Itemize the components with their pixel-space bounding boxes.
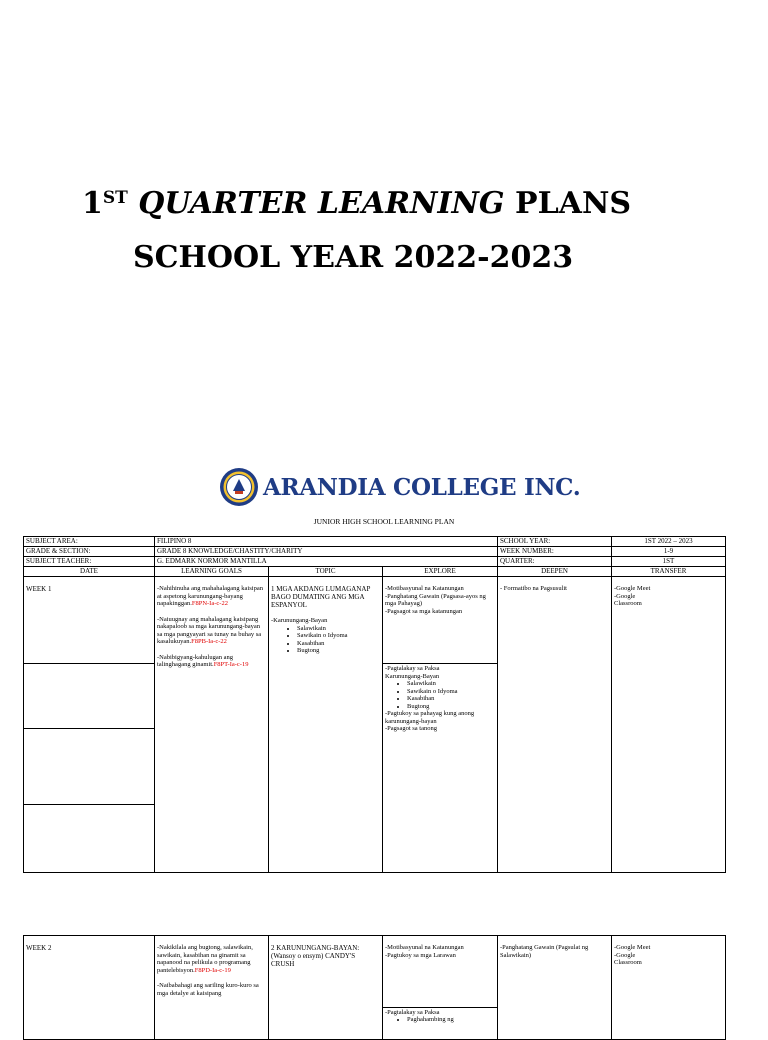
quarter-value: 1ST bbox=[612, 557, 726, 567]
goal-1: -Nahihinuha ang mahahalagang kaisipan at aspetong karunungang-bayang napakinggan.F8PN-Ia-c-22 bbox=[157, 585, 263, 607]
learning-plan-table-week-2 bbox=[23, 935, 726, 1040]
column-header-learning-goals: LEARNING GOALS bbox=[155, 567, 269, 577]
explore-list bbox=[385, 1016, 495, 1024]
competency-code: F8PT-Ia-c-19 bbox=[213, 661, 249, 668]
column-header-date: DATE bbox=[24, 567, 155, 577]
column-header-deepen: DEEPEN bbox=[498, 567, 612, 577]
week-1-topic bbox=[269, 577, 383, 873]
explore-list bbox=[385, 680, 495, 710]
grade-section-value: GRADE 8 KNOWLEDGE/CHASTITY/CHARITY bbox=[155, 547, 498, 557]
list-item: • Bugtong bbox=[407, 703, 495, 711]
explore-line: -Pagtukoy sa mga Larawan bbox=[385, 951, 456, 959]
topic-title: 1 MGA AKDANG LUMAGANAP BAGO DUMATING ANG MGA ESPANYOL bbox=[271, 585, 371, 609]
list-item: • Kasabihan bbox=[297, 640, 380, 648]
transfer-line: -Google bbox=[614, 592, 636, 600]
plan-subtitle: JUNIOR HIGH SCHOOL LEARNING PLAN bbox=[313, 517, 455, 526]
explore-line: -Pagtukoy sa pahayag kung anong karunungang-bayan bbox=[385, 710, 475, 725]
title-ordinal-suffix: ST bbox=[102, 188, 128, 208]
list-item: • Sawikain o Idyoma bbox=[407, 688, 495, 696]
topic-list bbox=[271, 625, 380, 655]
week-1-learning-goals bbox=[155, 577, 269, 873]
transfer-line: -Google Meet bbox=[614, 944, 651, 951]
list-item: • Kasabihan bbox=[407, 695, 495, 703]
teacher-value: G. EDMARK NORMOR MANTILLA bbox=[155, 557, 498, 567]
list-item: • Paghahambing ng bbox=[407, 1016, 495, 1024]
explore-line: -Pagsagot sa mga katanungan bbox=[385, 607, 463, 615]
week-1-date-blank bbox=[24, 805, 155, 873]
week-2-explore-part-1 bbox=[383, 936, 498, 1008]
school-year-value: 1ST 2022 – 2023 bbox=[612, 537, 726, 547]
week-1-deepen: - Formatibo na Pagsusulit bbox=[498, 577, 612, 873]
week-1-transfer bbox=[612, 577, 726, 873]
explore-line: Karunungang-Bayan bbox=[385, 672, 440, 680]
transfer-line: -Google bbox=[614, 951, 636, 959]
explore-line: -Pagsagot sa tanong bbox=[385, 725, 437, 732]
goal-2: -Naiuugnay ang mahalagang kaisipang nakapaloob sa mga karunungang-bayan sa mga pangyayari sa tunay na buhay sa kasalukuyan.F8PB-Ia-c-22 bbox=[157, 615, 262, 645]
explore-line: -Pagtalakay sa Paksa bbox=[385, 1008, 440, 1016]
list-item: • Salawikain bbox=[407, 680, 495, 688]
column-header-transfer: TRANSFER bbox=[612, 567, 726, 577]
explore-line: -Pagtalakay sa Paksa bbox=[385, 665, 440, 672]
competency-code: F8PD-Ia-c-19 bbox=[194, 966, 231, 974]
week-1-date-blank bbox=[24, 664, 155, 729]
school-year-label: SCHOOL YEAR: bbox=[498, 537, 612, 547]
week-2-explore-part-2 bbox=[383, 1007, 498, 1039]
competency-code: F8PN-Ia-c-22 bbox=[191, 600, 228, 607]
transfer-line: -Google Meet bbox=[614, 585, 651, 592]
learning-plan-table-week-1 bbox=[23, 536, 726, 873]
title-line-2: SCHOOL YEAR 2022-2023 bbox=[133, 240, 574, 275]
week-2-topic: 2 KARUNUNGANG-BAYAN: (Wansoy o ensym) CANDY'S CRUSH bbox=[269, 936, 383, 1040]
transfer-line: Classroom bbox=[614, 600, 642, 607]
college-seal-logo bbox=[219, 467, 259, 507]
week-1-explore-part-2 bbox=[383, 664, 498, 873]
week-1-date-blank bbox=[24, 729, 155, 805]
teacher-label: SUBJECT TEACHER: bbox=[24, 557, 155, 567]
quarter-label: QUARTER: bbox=[498, 557, 612, 567]
column-header-topic: TOPIC bbox=[269, 567, 383, 577]
transfer-line: Classroom bbox=[614, 959, 642, 966]
grade-section-label: GRADE & SECTION: bbox=[24, 547, 155, 557]
topic-subheading: -Karunungang-Bayan bbox=[271, 617, 328, 624]
explore-line: -Motibasyunal na Katanungan bbox=[385, 585, 464, 592]
explore-line: -Panghatang Gawain (Pagsasa-ayos ng mga Pahayag) bbox=[385, 592, 486, 607]
goal-2: -Naibabahagi ang sariling kuro-kuro sa mga detalye at kaisipang bbox=[157, 982, 259, 997]
subject-area-label: SUBJECT AREA: bbox=[24, 537, 155, 547]
column-header-explore: EXPLORE bbox=[383, 567, 498, 577]
college-name: ARANDIA COLLEGE INC. bbox=[263, 474, 581, 501]
list-item: • Sawikain o Idyoma bbox=[297, 632, 380, 640]
title-italic-part: QUARTER LEARNING bbox=[138, 186, 505, 221]
title-plans: PLANS bbox=[515, 186, 632, 221]
week-2-date: WEEK 2 bbox=[24, 936, 155, 1040]
week-1-date: WEEK 1 bbox=[24, 577, 155, 664]
list-item: • Bugtong bbox=[297, 647, 380, 655]
competency-code: F8PB-Ia-c-22 bbox=[191, 638, 227, 645]
goal-3: -Nabibigyang-kahulugan ang talinghagang ginamit.F8PT-Ia-c-19 bbox=[157, 653, 249, 668]
title-line-1 bbox=[82, 186, 631, 221]
goal-1: -Nakikilala ang bugtong, salawikain, sawikain, kasabihan na ginamit sa napanood na pelikula o programang pantelebisyon.F8PD-Ia-c-19 bbox=[157, 944, 253, 974]
explore-line: -Motibasyunal na Katanungan bbox=[385, 944, 464, 951]
subject-area-value: FILIPINO 8 bbox=[155, 537, 498, 547]
title-ordinal: 1 bbox=[82, 186, 103, 221]
week-2-deepen: -Panghatang Gawain (Pagsulat ng Salawikain) bbox=[498, 936, 612, 1040]
list-item: • Salawikain bbox=[297, 625, 380, 633]
week-1-explore-part-1 bbox=[383, 577, 498, 664]
week-number-label: WEEK NUMBER: bbox=[498, 547, 612, 557]
week-number-value: 1-9 bbox=[612, 547, 726, 557]
